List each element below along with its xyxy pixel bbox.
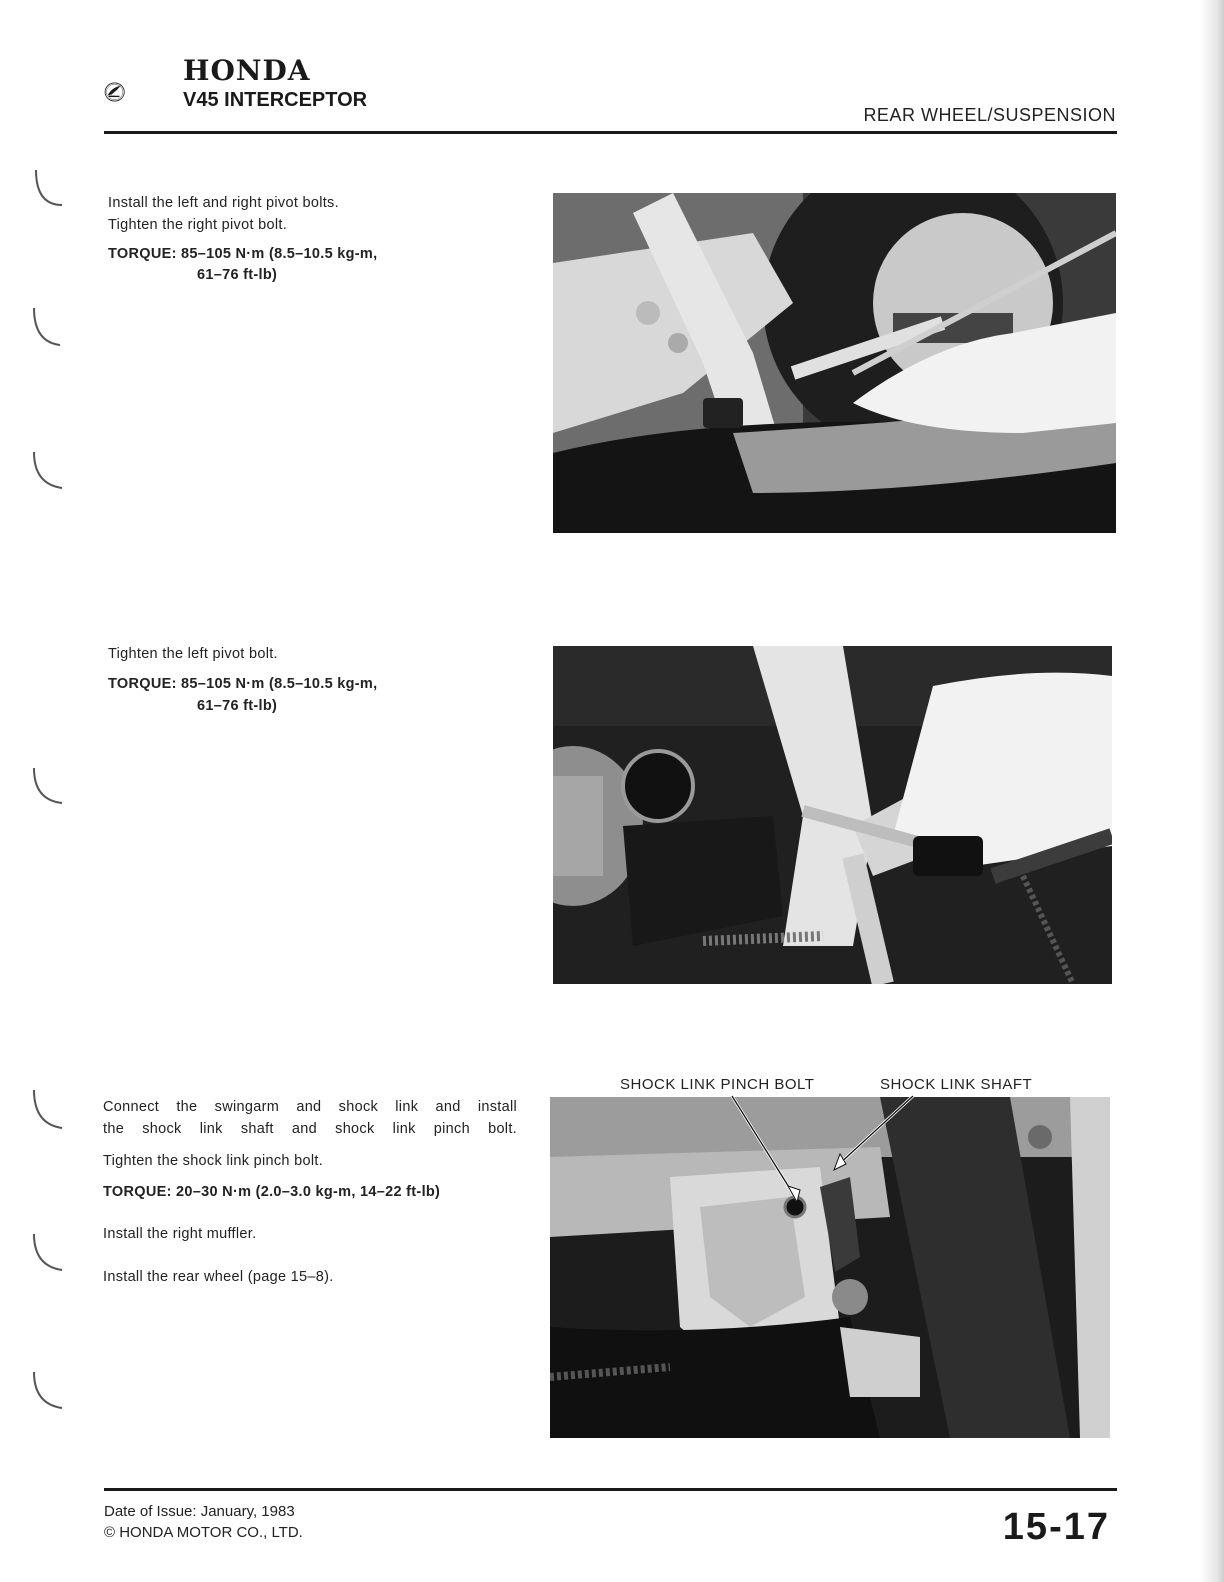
step2-line1: Tighten the left pivot bolt. <box>108 646 278 662</box>
step1-line2: Tighten the right pivot bolt. <box>108 217 288 233</box>
honda-wing-logo <box>104 52 184 132</box>
step3-line5: Install the rear wheel (page 15–8). <box>103 1269 334 1285</box>
copyright: © HONDA MOTOR CO., LTD. <box>104 1524 303 1541</box>
label-shock-link-shaft: SHOCK LINK SHAFT <box>880 1076 1033 1093</box>
binder-marks <box>0 0 80 1582</box>
photo-left-pivot-bolt <box>553 646 1112 984</box>
header-rule <box>104 131 1117 134</box>
model-name: V45 INTERCEPTOR <box>183 89 368 111</box>
page-edge-shadow <box>1200 0 1224 1582</box>
step3-line3: Tighten the shock link pinch bolt. <box>103 1153 324 1169</box>
label-shock-link-pinch-bolt: SHOCK LINK PINCH BOLT <box>620 1076 815 1093</box>
step1-line1: Install the left and right pivot bolts. <box>108 195 339 211</box>
date-of-issue: Date of Issue: January, 1983 <box>104 1503 295 1520</box>
page-number: 15-17 <box>1002 1506 1110 1548</box>
photo-shock-link <box>550 1097 1110 1438</box>
step3-line1: Connect the swingarm and shock link and install <box>103 1099 517 1115</box>
step1-torque-line1: TORQUE: 85–105 N·m (8.5–10.5 kg-m, <box>108 246 378 262</box>
step3-torque: TORQUE: 20–30 N·m (2.0–3.0 kg-m, 14–22 ft-lb) <box>103 1184 441 1200</box>
footer-rule <box>104 1488 1117 1491</box>
step3-line2: the shock link shaft and shock link pinch bolt. <box>103 1121 517 1137</box>
step2-torque-line2: 61–76 ft-lb) <box>197 698 278 714</box>
step1-torque-line2: 61–76 ft-lb) <box>197 267 278 283</box>
step3-line4: Install the right muffler. <box>103 1226 257 1242</box>
brand-name: HONDA <box>183 54 311 87</box>
step2-torque-line1: TORQUE: 85–105 N·m (8.5–10.5 kg-m, <box>108 676 378 692</box>
section-title: REAR WHEEL/SUSPENSION <box>863 105 1116 125</box>
photo-right-pivot-bolt <box>553 193 1116 533</box>
